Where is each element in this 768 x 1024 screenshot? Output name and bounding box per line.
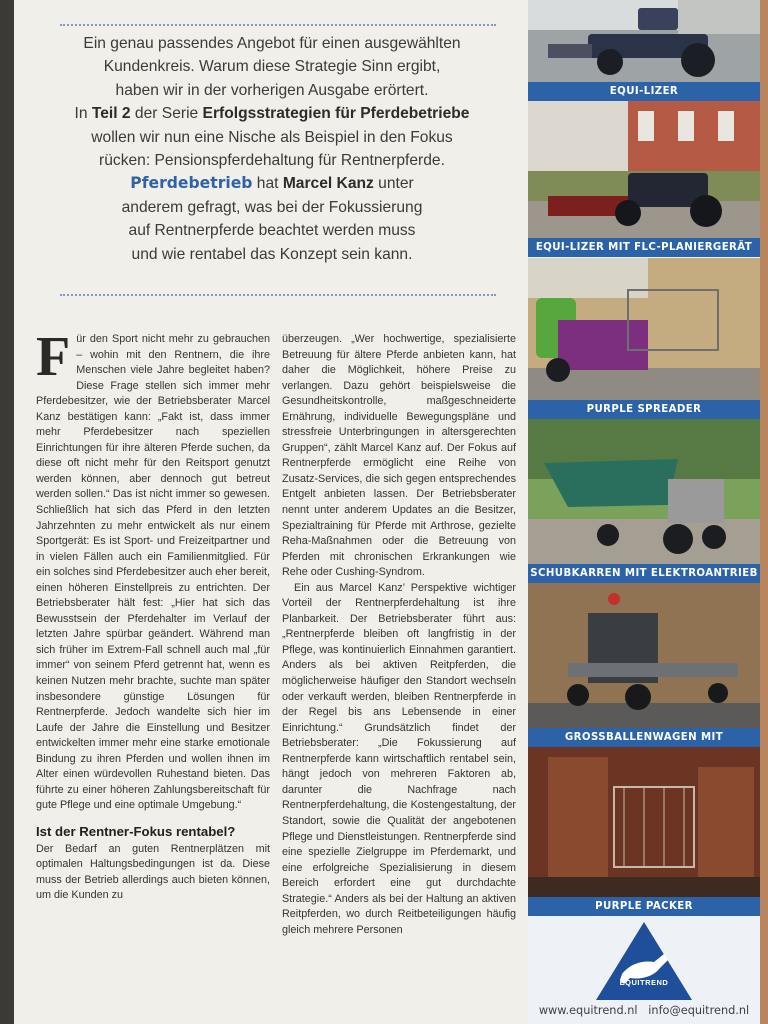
- ad-item-purple-packer: [528, 747, 760, 916]
- equitrend-logo: [584, 920, 704, 1006]
- logo-wordmark: EQUITREND: [619, 978, 669, 987]
- ad-caption: EQUI-LIZER MIT FLC-PLANIERGERÄT: [528, 238, 760, 257]
- intro-line: rücken: Pensionspferdehaltung für Rentnerpferde.: [99, 152, 445, 170]
- intro-line: auf Rentnerpferde beachtet werden muss: [128, 222, 416, 240]
- ad-item-purple-spreader: [528, 258, 760, 419]
- expert-name: Marcel Kanz: [282, 175, 374, 193]
- intro-line: anderem gefragt, was bei der Fokussierung: [121, 198, 423, 216]
- intro-top-divider: [60, 24, 496, 26]
- magazine-brand-name: Pferdebetrieb: [130, 174, 253, 193]
- electric-bale-cart-icon: [528, 583, 760, 728]
- article-paragraph: Der Bedarf an guten Rentnerplätzen mit optimalen Haltungsbedingungen ist da. Diese muss der Betrieb allerdings auch bieten können, um die Kunden zu: [36, 842, 270, 902]
- tractor-with-leveler-icon: [528, 101, 760, 238]
- drop-cap: F: [36, 326, 71, 388]
- article-paragraph: Für den Sport nicht mehr zu gebrauchen – wohin mit den Rentnern, die ihre Menschen viele Jahre begleitet haben? Diese Frage stellen sich immer mehr Pferdebesitzer, wie der Betriebsberater Marcel Kanz bestätigen kann: „Fakt ist, dass immer mehr Pferdebesitzer nach speziellen Einrichtungen für ihre älteren Pferde suchen, da diese oft nicht mehr für den Reitsport genutzt werden können, aber dennoch gut betreut werden sollen.“ Das ist nicht immer so gewesen. Schließlich hat sich das Pferd in den letzten Jahrzehnten zu mehr entwickelt als nur einem Sportgerät: Es ist Sport- und Freizeitpartner und in vielen Fällen auch ein Familienmitglied. Für ein solches sind Pferdebesitzer auch eher bereit, einen höheren Einstellpreis zu entrichten. Der Betriebsberater hält fest: „Hier hat sich das Bewusstsein der Pferdehalter im Verlauf der letzten Jahre spürbar geändert. Während man sich früher im Extrem-Fall schnell auch mal „für immer“ von seinem Pferd getrennt hat, wenn es keinen Nutzen mehr brachte, suchte man später insbesondere günstige Lösungen für Rentnerpferde. Jedoch wandelte sich hier im Laufe der Jahre die Einstellung und Besitzer entwickelten immer mehr eine starke emotionale Bindung zu ihren Pferden und wollen ihnen im Alter einen würdevollen Ruhestand bieten. Das führte zu einer höheren Zahlungsbereitschaft für gute Pflege und eine optimale Umgebung.“: [36, 326, 270, 812]
- ad-item-electric-wheelbarrow: [528, 419, 760, 583]
- email-link[interactable]: info@equitrend.nl: [648, 1004, 750, 1017]
- ad-caption: GROSSBALLENWAGEN MIT: [528, 728, 760, 747]
- equitrend-advertisement: [528, 0, 760, 1024]
- intro-line: Kundenkreis. Warum diese Strategie Sinn ergibt,: [103, 58, 441, 76]
- ad-caption: SCHUBKARREN MIT ELEKTROANTRIEB: [528, 564, 760, 583]
- section-subheading: Ist der Rentner-Fokus rentabel?: [36, 823, 236, 839]
- website-link[interactable]: www.equitrend.nl: [538, 1004, 638, 1017]
- intro-line: und wie rentabel das Konzept sein kann.: [131, 245, 413, 263]
- intro-line: Ein genau passendes Angebot für einen ausgewählten: [83, 35, 461, 52]
- article-intro: [24, 32, 520, 266]
- intro-line: Pferdebetrieb hat Marcel Kanz unter: [130, 174, 414, 193]
- horse-logo-icon: [584, 920, 704, 1006]
- ride-on-tractor-icon: [528, 0, 760, 82]
- ad-caption: PURPLE PACKER: [528, 897, 760, 916]
- purple-spreader-icon: [528, 258, 760, 400]
- ad-caption: EQUI-LIZER: [528, 82, 760, 101]
- article-paragraph: Ein aus Marcel Kanz’ Perspektive wichtiger Vorteil der Rentnerpferdehaltung ist ihre Planbarkeit. Der Betriebsberater führt aus: „Rentnerpferde bleiben oft langfristig in der Pflege, was kontinuierlich Einnahmen garantiert. Anders als bei aktiven Reitpferden, die möglicherweise häufiger den Standort wechseln oder verkauft werden, bleiben Rentnerpferde in der Regel bis ans Lebensende in einer Einrichtung.“ Grundsätzlich findet der Betriebsberater: „Die Fokussierung auf Rentnerpferde kann wirtschaftlich rentabel sein, hängt jedoch von mehreren Faktoren ab, darunter die Nachfrage nach Rentnerpferdehaltung, die Kostengestaltung, der Standort, sowie die Qualität der angebotenen Pflege und Dienstleistungen. Rentnerpferde sind eine spezielle Zielgruppe im Pferdemarkt, und eine erfolgreiche Spezialisierung in diesem Bereich erfordert eine gut durchdachte Strategie.“ Anders als bei der Haltung an aktiven Reitpferden, wo durch Reitbeteiligungen häufig gleich mehrere Personen: [282, 581, 516, 936]
- intro-line: In Teil 2 der Serie Erfolgsstrategien für Pferdebetriebe: [74, 105, 470, 123]
- page-edge: [760, 0, 768, 1024]
- intro-line: wollen wir nun eine Nische als Beispiel in den Fokus: [91, 128, 453, 146]
- intro-line: haben wir in der vorherigen Ausgabe erörtert.: [115, 81, 429, 99]
- ad-contact-line: [528, 1004, 760, 1017]
- ad-caption: PURPLE SPREADER: [528, 400, 760, 419]
- stable-interior-icon: [528, 747, 760, 897]
- article-paragraph: überzeugen. „Wer hochwertige, spezialisierte Betreuung für ältere Pferde anbieten kann, hat daher die Möglichkeit, höhere Preise zu verlangen. Dazu gehört beispielsweise die Gesundheitskontrolle, maßgeschneiderte Ernährung, individuelle Bewegungspläne und stressfreie Unterbringungen in altersgerechten Gruppen“, zählt Marcel Kanz auf. Der Fokus auf Rentnerpferde ermöglicht eine Reihe von Zusatz-Services, die sich gegen entsprechendes Entgelt anbieten lassen. Der Betriebsberater nennt unter anderem Updates an die Besitzer, Spezialtraining für Pferde mit Arthrose, gezielte Reha-Maßnahmen oder die Betreuung von Pferden mit chronischen Erkrankungen wie Rehe oder Cushing-Syndrom.: [282, 333, 516, 579]
- ad-item-equi-lizer: [528, 0, 760, 101]
- ad-item-equi-lizer-flc: [528, 101, 760, 258]
- intro-bottom-divider: [60, 294, 496, 296]
- series-title: Erfolgsstrategien für Pferdebetriebe: [202, 105, 470, 123]
- ad-item-electric-bale-cart: [528, 583, 760, 747]
- series-part-label: Teil 2: [91, 105, 131, 123]
- magazine-page: [14, 0, 530, 1024]
- electric-wheelbarrow-icon: [528, 419, 760, 564]
- article-column-left: [36, 326, 270, 904]
- article-column-right: [282, 332, 516, 938]
